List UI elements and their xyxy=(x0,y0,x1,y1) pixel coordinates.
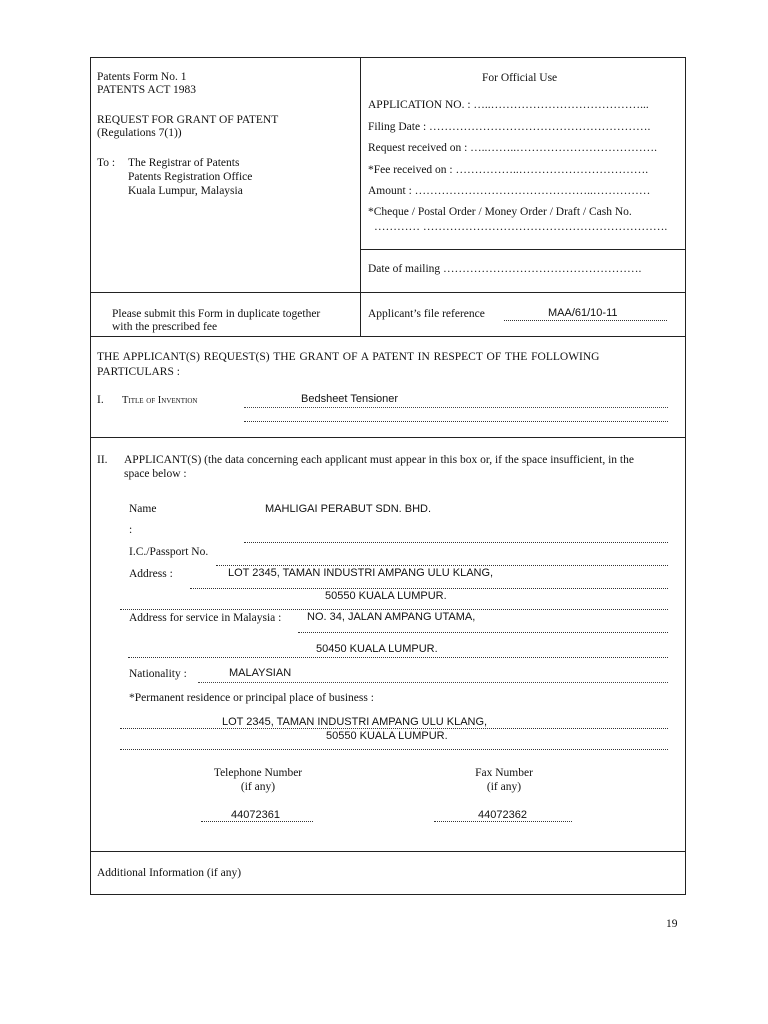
request-title: REQUEST FOR GRANT OF PATENT xyxy=(97,114,279,126)
address-line1-rule xyxy=(190,588,668,589)
fax-label: Fax Number xyxy=(475,767,533,779)
submit-note-line2: with the prescribed fee xyxy=(112,321,218,333)
additional-information-label: Additional Information (if any) xyxy=(97,867,242,879)
telephone-if-any: (if any) xyxy=(240,781,276,793)
request-statement-line1: THE APPLICANT(S) REQUEST(S) THE GRANT OF A PATENT IN RESPECT OF THE FOLLOWING xyxy=(97,351,600,363)
name-colon: : xyxy=(129,524,133,536)
service-address-line1-value[interactable]: NO. 34, JALAN AMPANG UTAMA, xyxy=(307,611,476,623)
nationality-line xyxy=(198,682,668,683)
nationality-value[interactable]: MALAYSIAN xyxy=(229,667,292,679)
date-of-mailing-field[interactable]: Date of mailing ……………………………………………. xyxy=(368,263,642,275)
header-divider-vertical xyxy=(360,57,361,336)
request-section-top-rule xyxy=(90,336,686,337)
ic-passport-line xyxy=(216,565,668,566)
service-address-line2-value[interactable]: 50450 KUALA LUMPUR. xyxy=(316,643,438,655)
to-label: To : xyxy=(97,157,116,169)
form-number: Patents Form No. 1 xyxy=(97,71,187,83)
telephone-value[interactable]: 44072361 xyxy=(231,809,280,821)
act-title: PATENTS ACT 1983 xyxy=(97,84,197,96)
fax-if-any: (if any) xyxy=(486,781,522,793)
permanent-residence-line2-rule xyxy=(120,749,668,750)
telephone-label: Telephone Number xyxy=(213,767,303,779)
request-received-field[interactable]: Request received on : …..……..………………………………. xyxy=(368,142,658,154)
ic-passport-label: I.C./Passport No. xyxy=(129,546,209,558)
service-address-label: Address for service in Malaysia : xyxy=(129,612,282,624)
fee-received-field[interactable]: *Fee received on : ……………..……………………………. xyxy=(368,164,649,176)
applicant-name-value[interactable]: MAHLIGAI PERABUT SDN. BHD. xyxy=(265,503,432,515)
address-line2-rule xyxy=(120,609,668,610)
request-statement-line2: PARTICULARS : xyxy=(97,366,180,378)
submit-row-top-rule xyxy=(90,292,686,293)
permanent-residence-line1-rule xyxy=(120,728,668,729)
amount-field[interactable]: Amount : ………………………………………..…………… xyxy=(368,185,651,197)
fax-line xyxy=(434,821,572,822)
applicant-heading-line1: APPLICANT(S) (the data concerning each applicant must appear in this box or, if the space insufficient, in the xyxy=(124,454,634,466)
official-use-heading: For Official Use xyxy=(482,72,558,84)
registrar-line2: Patents Registration Office xyxy=(128,171,253,183)
file-reference-line xyxy=(504,320,667,321)
official-divider xyxy=(360,249,686,250)
filing-date-field[interactable]: Filing Date : …………………………………………………. xyxy=(368,121,651,133)
registrar-line1: The Registrar of Patents xyxy=(128,157,240,169)
payment-number-field[interactable]: ………… ………………………………………………………. xyxy=(374,221,668,233)
permanent-residence-line2-value[interactable]: 50550 KUALA LUMPUR. xyxy=(326,730,448,742)
registrar-line3: Kuala Lumpur, Malaysia xyxy=(128,185,243,197)
name-line xyxy=(244,542,668,543)
section-two-numeral: II. xyxy=(97,454,108,466)
title-line-1 xyxy=(244,407,668,408)
permanent-residence-label: *Permanent residence or principal place of business : xyxy=(129,692,374,704)
title-of-invention-label: Title of Invention xyxy=(122,395,198,406)
service-address-line1-rule xyxy=(298,632,668,633)
applicant-heading-line2: space below : xyxy=(124,468,187,480)
permanent-residence-line1-value[interactable]: LOT 2345, TAMAN INDUSTRI AMPANG ULU KLANG, xyxy=(222,716,488,728)
nationality-label: Nationality : xyxy=(129,668,187,680)
address-line2-value[interactable]: 50550 KUALA LUMPUR. xyxy=(325,590,447,602)
payment-method-label: *Cheque / Postal Order / Money Order / Draft / Cash No. xyxy=(368,206,632,218)
title-of-invention-value[interactable]: Bedsheet Tensioner xyxy=(301,393,399,405)
address-line1-value[interactable]: LOT 2345, TAMAN INDUSTRI AMPANG ULU KLANG, xyxy=(228,567,494,579)
application-no-field[interactable]: APPLICATION NO. : …..…………………………………... xyxy=(368,99,649,111)
telephone-line xyxy=(201,821,313,822)
service-address-line2-rule xyxy=(128,657,668,658)
file-reference-value[interactable]: MAA/61/10-11 xyxy=(548,307,618,319)
additional-section-top-rule xyxy=(90,851,686,852)
file-reference-label: Applicant’s file reference xyxy=(368,308,485,320)
applicant-section-top-rule xyxy=(90,437,686,438)
page-number: 19 xyxy=(666,918,678,930)
submit-note-line1: Please submit this Form in duplicate together xyxy=(112,308,321,320)
section-one-numeral: I. xyxy=(97,394,104,406)
address-label: Address : xyxy=(129,568,173,580)
regulations: (Regulations 7(1)) xyxy=(97,127,182,139)
title-line-2 xyxy=(244,421,668,422)
fax-value[interactable]: 44072362 xyxy=(478,809,527,821)
name-label: Name xyxy=(129,503,157,515)
